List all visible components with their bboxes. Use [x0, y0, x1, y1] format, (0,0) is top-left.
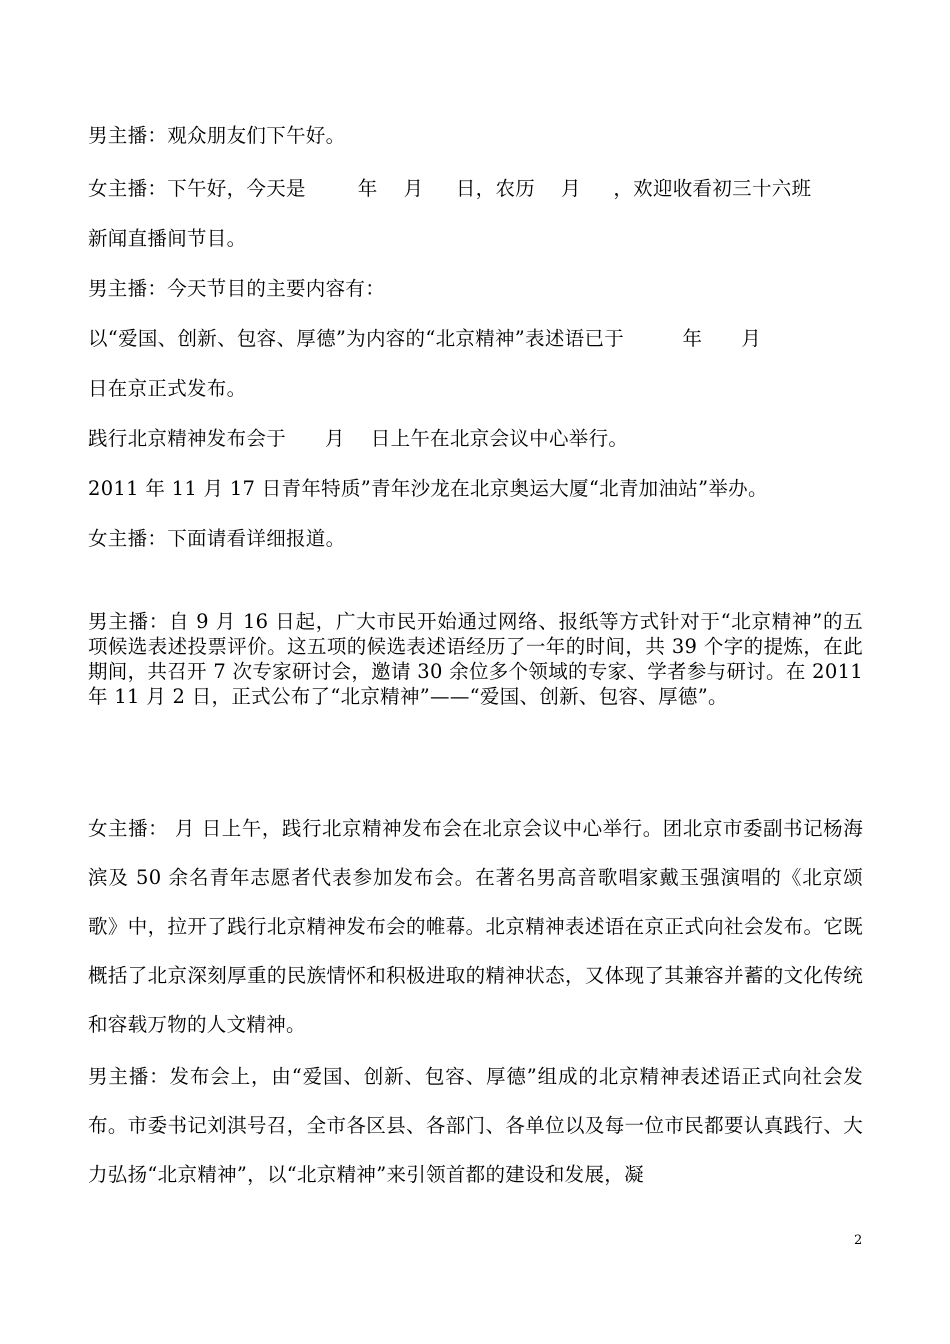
page-number: 2 [854, 1233, 863, 1248]
line-female-greeting: 女主播：下午好，今天是 年 月 日，农历 月 ，欢迎收看初三十六班 [88, 177, 812, 200]
paragraph-report: 男主播：自 9 月 16 日起，广大市民开始通过网络、报纸等方式针对于“北京精神”的五项候选表述投票评价。这五项的候选表述语经历了一年的时间，共 39 个字的提炼，在此期间，共召开 7 次专家研讨会，邀请 30 余位多个领域的专家、学者参与研讨。在 2011 年 11 月 2 日，正式公布了“北京精神”——“爱国、创新、包容、厚德”。 [88, 610, 863, 708]
line-release-date: 日在京正式发布。 [88, 377, 247, 400]
line-detailed-report: 女主播：下面请看详细报道。 [88, 527, 346, 550]
line-main-content-intro: 男主播：今天节目的主要内容有： [88, 277, 386, 300]
line-program-name: 新闻直播间节目。 [88, 227, 247, 250]
line-launch-conference: 践行北京精神发布会于 月 日上午在北京会议中心举行。 [88, 427, 629, 450]
line-male-greeting: 男主播：观众朋友们下午好。 [88, 124, 346, 147]
line-beijing-spirit-headline: 以“爱国、创新、包容、厚德”为内容的“北京精神”表述语已于 年 月 [88, 327, 762, 350]
paragraph-female-anchor: 女主播： 月 日上午，践行北京精神发布会在北京会议中心举行。团北京市委副书记杨海滨及 50 余名青年志愿者代表参加发布会。在著名男高音歌唱家戴玉强演唱的《北京颂歌》中，拉开了践行北京精神发布会的帷幕。北京精神表述语在京正式向社会发布。它既概括了北京深刻厚重的民族情怀和积极进取的精神状态，又体现了其兼容并蓄的文化传统和容载万物的人文精神。 [88, 817, 863, 1036]
line-youth-salon: 2011 年 11 月 17 日青年特质”青年沙龙在北京奥运大厦“北青加油站”举办。 [88, 477, 768, 500]
paragraph-male-anchor: 男主播：发布会上，由“爱国、创新、包容、厚德”组成的北京精神表述语正式向社会发布。市委书记刘淇号召，全市各区县、各部门、各单位以及每一位市民都要认真践行、大力弘扬“北京精神”，以“北京精神”来引领首都的建设和发展，凝 [88, 1065, 863, 1186]
